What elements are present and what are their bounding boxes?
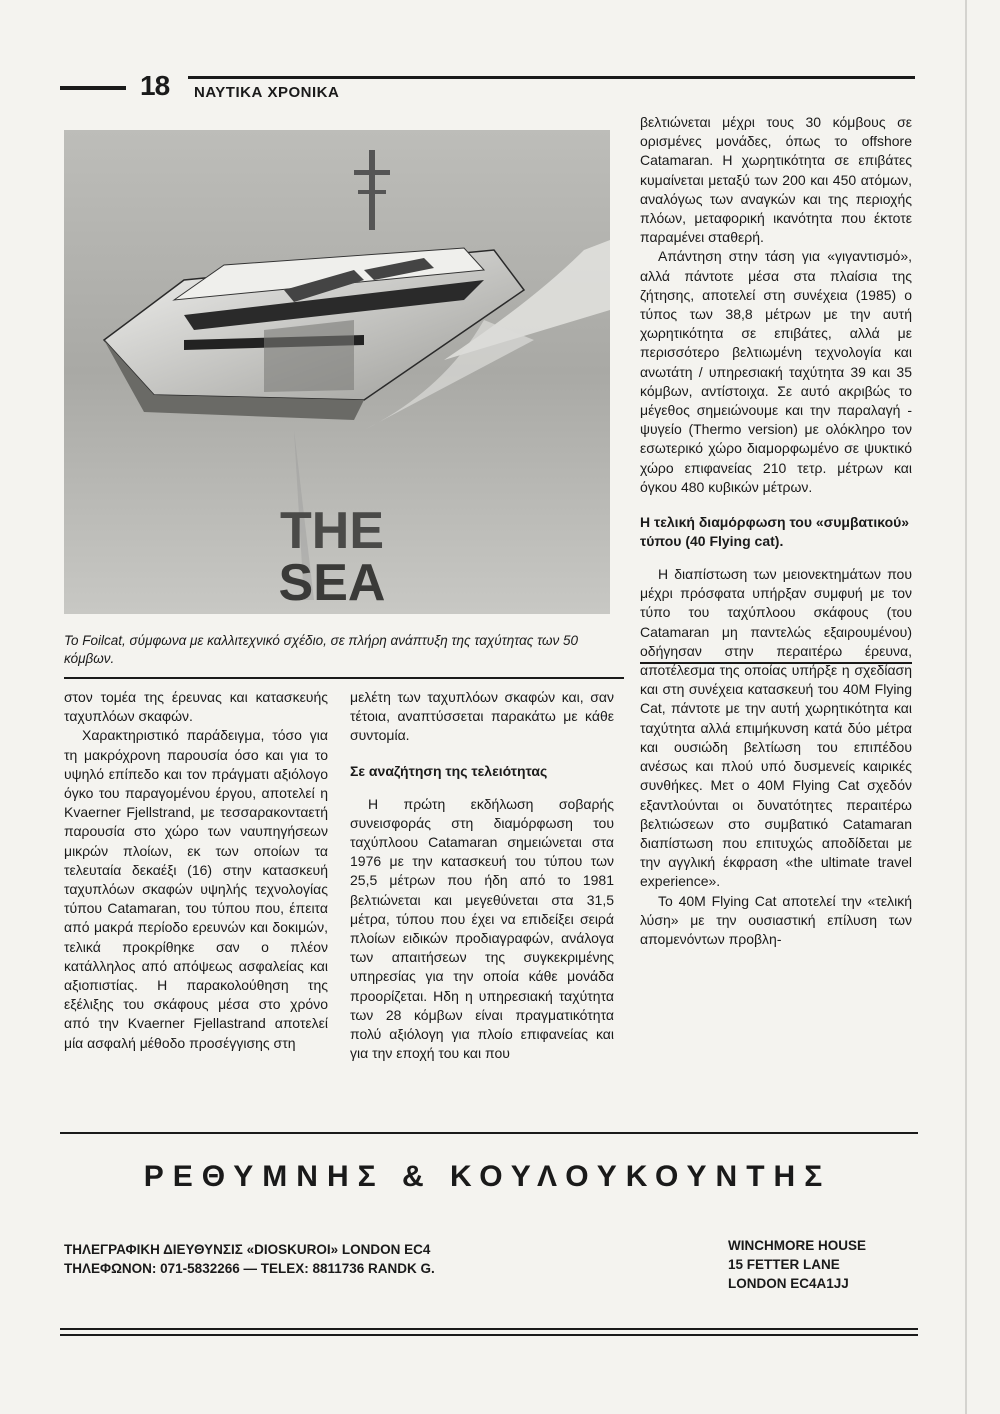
paragraph: Η πρώτη εκδήλωση σοβαρής συνεισφοράς στη διαμόρφωση του ταχύπλοου Catamaran σημειώνεται στα 1976 με την κατασκευή του τύπου των 25,5 μέτρων που ήδη από το 1981 βελτιώνεται και μεγεθύνεται στα 31,5 μέτρα, τύπου που έχει να επιδείξει σειρά πλοίων ειδικών προδιαγραφών, ανάλογα των απαιτήσεων της συγκεκριμένης υπηρεσίας για την οποία κάθε μονάδα προορίζεται. Ηδη η υπηρεσιακή ταχύτητα των 28 κόμβων είναι πραγματικότητα πολύ αξιόλογη για πλοίο επιφανείας και για την εποχή του και που — [350, 795, 614, 1062]
advert-bottom-rule-1 — [60, 1328, 918, 1330]
article-column-3 — [640, 113, 912, 949]
page-number: 18 — [140, 70, 170, 101]
advert-top-rule — [60, 1132, 918, 1134]
header-rule-right — [188, 76, 915, 79]
address-line: WINCHMORE HOUSE — [728, 1238, 866, 1253]
paragraph: στον τομέα της έρευνας και κατασκευής ταχυπλόων σκαφών. — [64, 689, 328, 725]
address-line: LONDON EC4A1JJ — [728, 1276, 849, 1291]
magazine-title: ΝΑΥΤΙΚΑ ΧΡΟΝΙΚΑ — [194, 84, 340, 101]
article-column-2 — [350, 688, 614, 1063]
page-header — [60, 72, 915, 106]
paragraph: Απάντηση στην τάση για «γιγαντισμό», αλλά πάντοτε μέσα στα πλαίσια της ζήτησης, αποτελεί στη συνέχεια (1985) ο τύπος των 38,8 μέτρων με την αυτή χωρητικότητα σε επιβάτες, αλλά με περισσότερο βελτιωμένη τεχνολογία και ανωτάτη / υπηρεσιακή ταχύτητα 39 και 35 κόμβων, αντίστοιχα. Σε αυτό ακριβώς το μέγεθος σημειώνουμε και την παραλαγή - ψυγείο (Thermo version) με ολόκληρο τον εσωτερικό χώρο διαμορφωμένο σε ψυκτικό χώρο επιφανείας 210 τετρ. μέτρων και όγκου 480 κυβικών μέτρων. — [640, 248, 912, 495]
caption-rule — [64, 677, 624, 679]
section-heading: Η τελική διαμόρφωση του «συμβατικού» τύπου (40 Flying cat). — [640, 514, 910, 550]
photo-overlay-the: THE — [280, 502, 384, 560]
address-line: 15 FETTER LANE — [728, 1257, 840, 1272]
catamaran-illustration — [64, 130, 610, 614]
advert-address — [728, 1236, 866, 1293]
advert-bottom-rule-2 — [60, 1334, 918, 1336]
article-column-1 — [64, 688, 328, 1053]
paragraph: Χαρακτηριστικό παράδειγμα, τόσο για τη μακρόχρονη παρουσία όσο και για το υψηλό επίπεδο και τον πράγματι αξιόλογο όγκο του παραγομένου έργου, αποτελεί η Kvaerner Fjellstrand, με τεσσαρακονταετή παρουσία στο χώρο των ναυπηγήσεων μικρών πλοίων, εκ των οποίων τα τελευταία δεκαέξι (16) στην κατασκευή ταχυπλόων σκαφών υψηλής τεχνολογίας τύπου Catamaran, του τύπου που, έπειτα από μακρά περίοδο ερευνών και δοκιμών, τελικά προκρίθηκε σαν ο πλέον κατάλληλος από απόψεως ασφαλείας και αξιοπιστίας. Η παρακολούθηση της εξέλιξης του σκάφους μέσα στο χρόνο από την Kvaerner Fjellastrand αποτελεί μία ασφαλή μέθοδο προσέγγισης στη — [64, 727, 328, 1051]
advert-contact — [64, 1240, 435, 1278]
advert-phone: ΤΗΛΕΦΩΝΟΝ: 071-5832266 — TELEX: 8811736 RANDK G. — [64, 1261, 435, 1276]
photo-caption: Το Foilcat, σύμφωνα με καλλιτεχνικό σχέδιο, σε πλήρη ανάπτυξη της ταχύτητας των 50 κόμβων. — [64, 633, 579, 666]
paragraph: βελτιώνεται μέχρι τους 30 κόμβους σε ορισμένες μονάδες, όπως το offshore Catamaran. Η χωρητικότητα σε επιβάτες κυμαίνεται μεταξύ των 200 και 450 ατόμων, αναλόγως των αναγκών και της περιοχής πλόων, μεταφορική ικανότητα που έκτοτε παραμένει σταθερή. — [640, 114, 912, 246]
catamaran-photo — [64, 130, 610, 614]
advert-company-name: ΡΕΘΥΜΝΗΣ & ΚΟΥΛΟΥΚΟΥΝΤΗΣ — [143, 1160, 832, 1193]
header-rule-left — [60, 86, 126, 90]
section-heading: Σε αναζήτηση της τελειότητας — [350, 762, 548, 779]
paragraph: Το 40M Flying Cat αποτελεί την «τελική λύση» με την ουσιαστική επίλυση των απομενόντων προβλη- — [640, 892, 912, 947]
paragraph: Η διαπίστωση των μειονεκτημάτων που μέχρι πρόσφατα υπήρξαν συμφυή με τον τύπο του ταχύπλοου σκάφους (του Catamaran μη παντελώς εξαιρουμένου) οδήγησαν στην περαιτέρω έρευνα, αποτέλεσμα της οποίας υπήρξε η σχεδίαση και στη συνέχεια κατασκευή του 40M Flying Cat, πάντοτε με την αυτή χωρητικότητα και ταχύτητα αλλά επιμήκυνση κατά δύο μέτρα και ουσιώδη βελτίωση του επιπέδου ανέσως και πλού υπό δυσμενείς καιρικές συνθήκες. Μετ ο 40M Flying Cat σχεδόν εξαντλούνται οι δυνατότητες περαιτέρω βελτιώσεων στο συμβατικό Catamaran διαπίστωση που επιτυχώς αποδίδεται με την αγγλική έκφραση «the ultimate travel experience». — [640, 566, 912, 890]
page-edge-shadow — [965, 0, 967, 1414]
photo-overlay-sea: SEA — [278, 554, 386, 612]
advert-telegraph: ΤΗΛΕΓΡΑΦΙΚΗ ΔΙΕΥΘΥΝΣΙΣ «DIOSKUROI» LONDON EC4 — [64, 1242, 431, 1257]
paragraph: μελέτη των ταχυπλόων σκαφών και, σαν τέτοια, αναπτύσσεται παρακάτω με κάθε συντομία. — [350, 689, 614, 744]
